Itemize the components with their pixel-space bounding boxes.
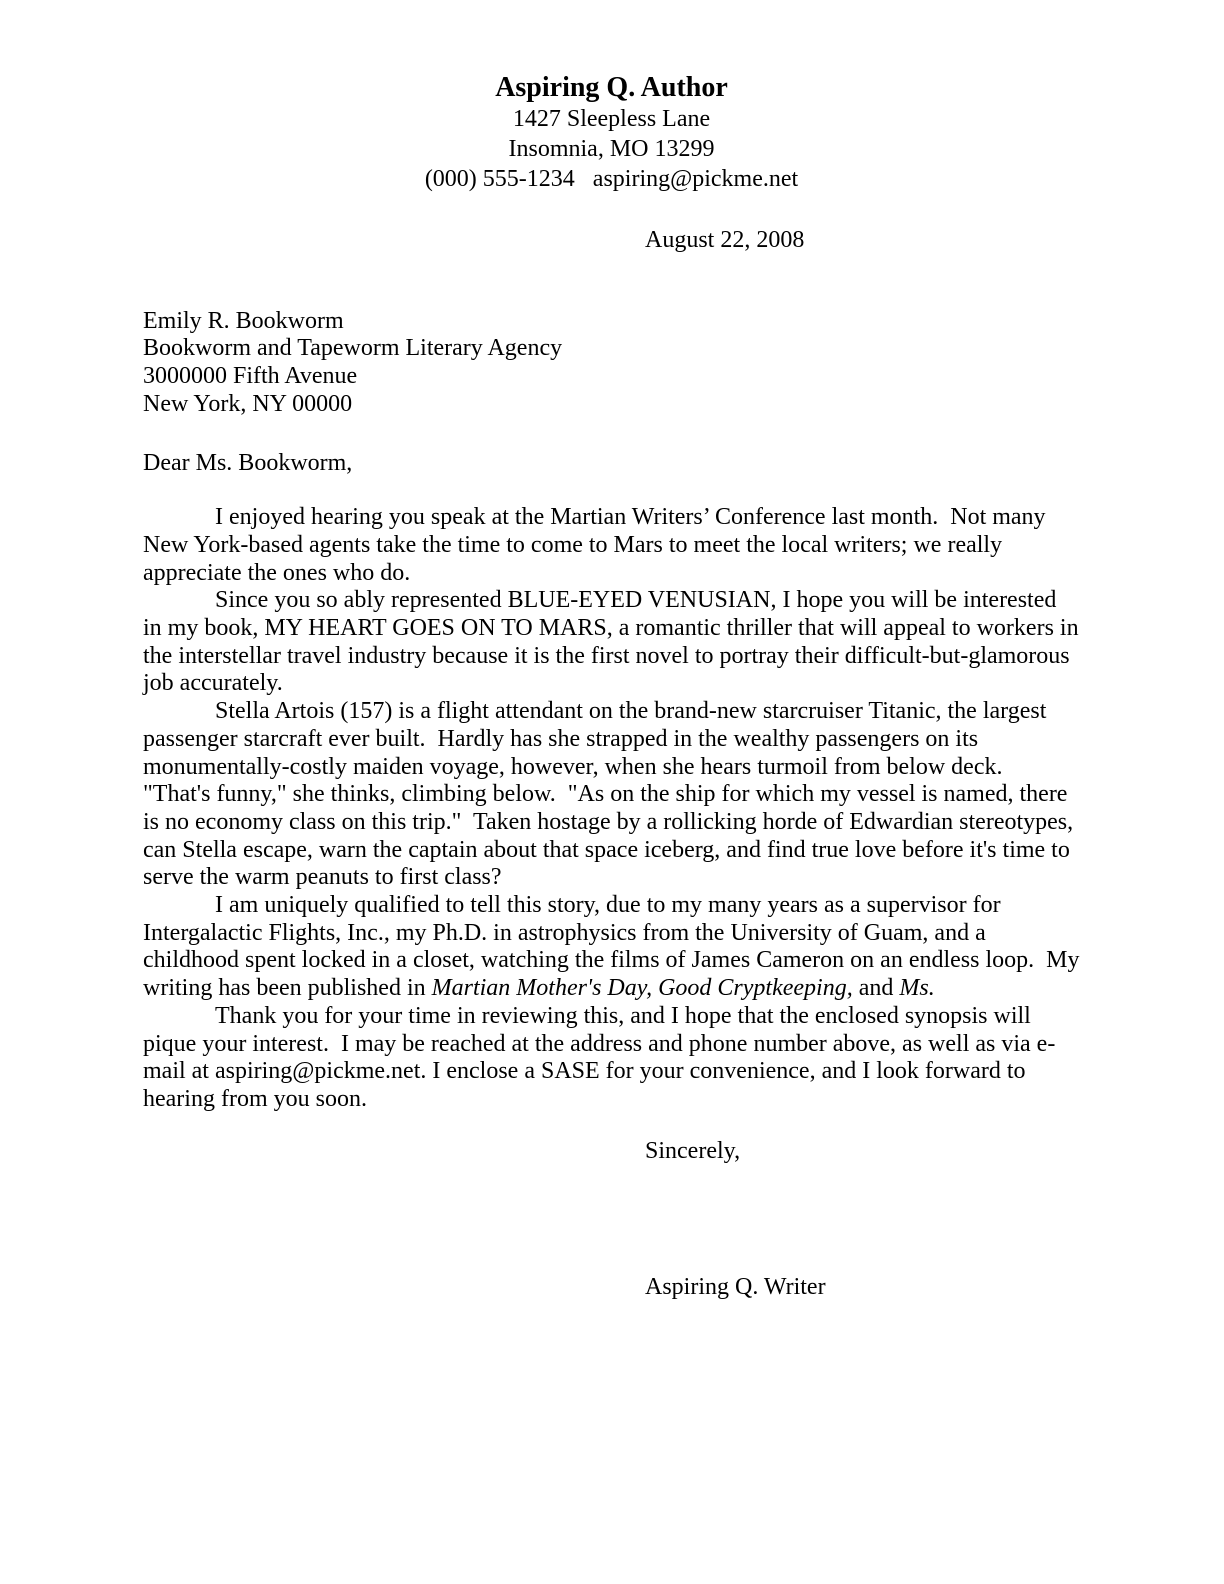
body-paragraph-1 xyxy=(143,504,1080,587)
signature-name: Aspiring Q. Writer xyxy=(645,1274,826,1301)
body-paragraph-4 xyxy=(143,892,1086,1003)
body-paragraph-3 xyxy=(143,698,1080,892)
sender-address-line-1: 1427 Sleepless Lane xyxy=(512,106,711,132)
letter-body xyxy=(143,504,1086,1113)
paragraph-segment: and xyxy=(852,975,900,1002)
sender-name: Aspiring Q. Author xyxy=(495,72,728,103)
recipient-name: Emily R. Bookworm xyxy=(143,307,344,334)
recipient-company: Bookworm and Tapeworm Literary Agency xyxy=(143,335,563,362)
paragraph-segment: Stella Artois (157) is a flight attendant on the brand-new starcruiser Titanic, the largest passenger starcraft ever built. Hardly has she strapped in the wealthy passengers on its monumentally-costly maiden voyage, however, when she hears turmoil from below deck. "That's funny," she thinks, climbing below. "As on the ship for which my vessel is named, there is no economy class on this trip." Taken hostage by a rollicking horde of Edwardian stereotypes, can Stella escape, warn the captain about that space iceberg, and find true love before it's time to serve the warm peanuts to first class? xyxy=(143,698,1080,891)
closing: Sincerely, xyxy=(645,1137,741,1164)
paragraph-segment: I am uniquely qualified to tell this story, due to my many years as a supervisor for Intergalactic Flights, Inc., my Ph.D. in astrophysics from the University of Guam, and a childhood spent locked in a closet, watching the films of James Cameron on an endless loop. My writing has been published in xyxy=(143,892,1086,1002)
sender-email: aspiring@pickme.net xyxy=(592,166,799,192)
recipient-block xyxy=(143,308,1080,419)
body-paragraph-5 xyxy=(143,1003,1080,1114)
salutation: Dear Ms. Bookworm, xyxy=(143,449,353,476)
sender-phone: (000) 555-1234 xyxy=(424,166,575,192)
paragraph-segment: Thank you for your time in reviewing this, and I hope that the enclosed synopsis will pique your interest. I may be reached at the address and phone number above, as well as via e-mail at aspiring@pickme.net. I enclose a SASE for your convenience, and I look forward to hearing from you soon. xyxy=(143,1002,1056,1112)
paragraph-segment: I enjoyed hearing you speak at the Martian Writers’ Conference last month. Not many New York-based agents take the time to come to Mars to meet the local writers; we really appreciate the ones who do. xyxy=(143,504,1052,586)
letter-date: August 22, 2008 xyxy=(645,227,805,253)
recipient-street: 3000000 Fifth Avenue xyxy=(143,363,358,390)
publication-title: Ms. xyxy=(899,975,935,1002)
recipient-city: New York, NY 00000 xyxy=(143,390,353,417)
sender-address-line-2: Insomnia, MO 13299 xyxy=(508,136,715,162)
sender-block xyxy=(143,72,1080,194)
paragraph-segment: Since you so ably represented BLUE-EYED VENUSIAN, I hope you will be interested in my book, MY HEART GOES ON TO MARS, a romantic thriller that will appeal to workers in the interstellar travel industry because it is the first novel to portray their difficult-but-glamorous job accurately. xyxy=(143,587,1085,697)
publication-title: Martian Mother's Day, Good Cryptkeeping, xyxy=(431,975,853,1002)
body-paragraph-2 xyxy=(143,587,1085,698)
sender-contact-line xyxy=(143,164,1080,194)
